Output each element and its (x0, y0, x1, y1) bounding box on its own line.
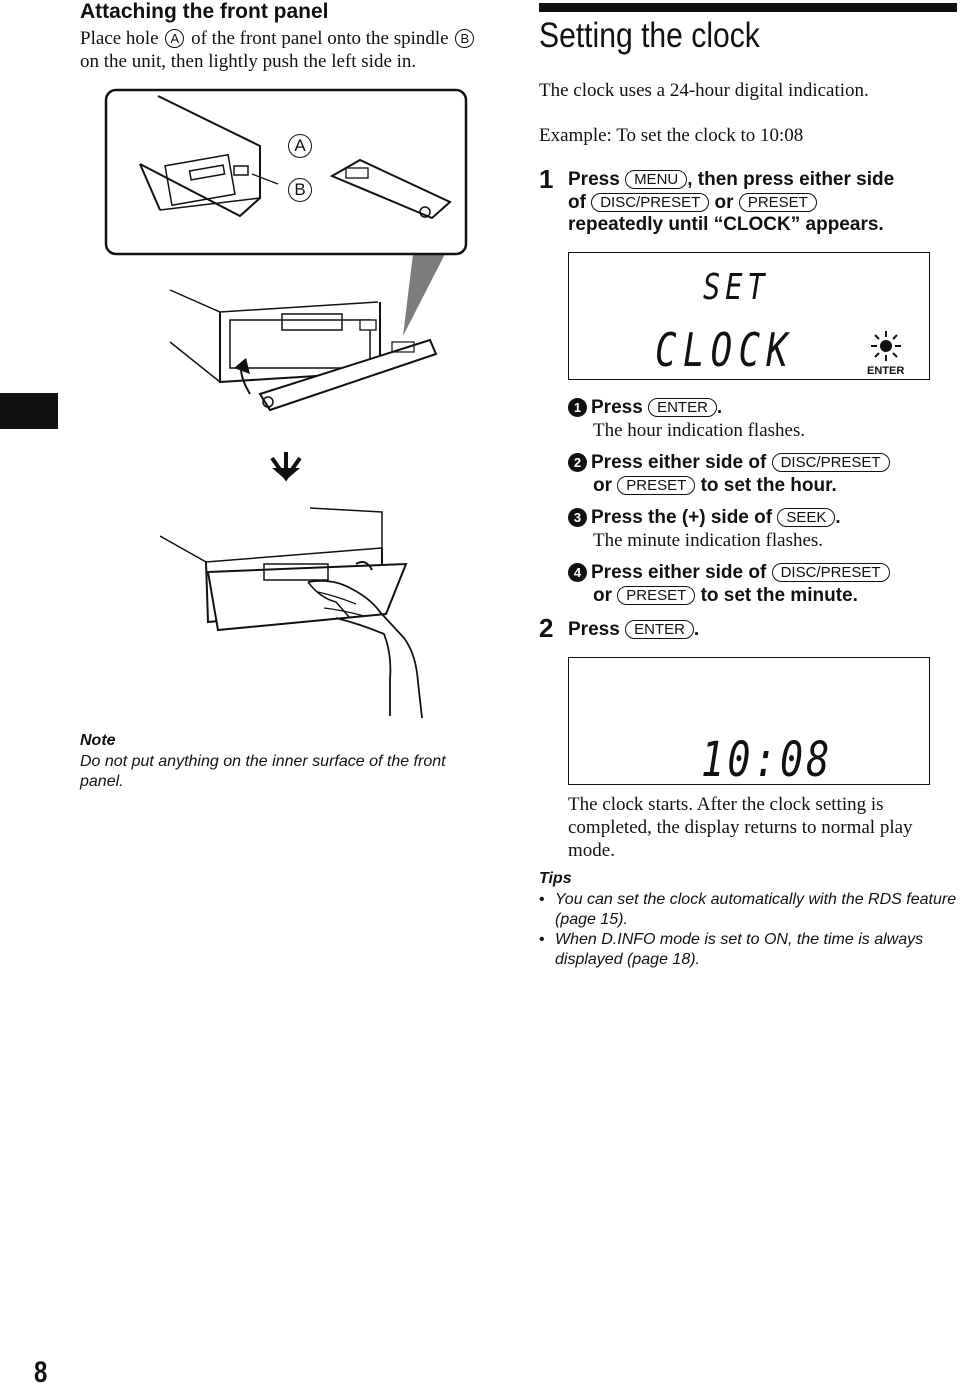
intro-text-3: on the unit, then lightly push the left side in. (80, 51, 417, 72)
step-2-end: . (693, 619, 700, 640)
enter-indicator-label: ENTER (867, 365, 905, 377)
step-1-of: of (568, 191, 586, 213)
step-1-then: , then press either side (687, 169, 895, 190)
clock-intro: The clock uses a 24-hour digital indication. (539, 80, 869, 101)
tips-title: Tips (539, 870, 572, 887)
menu-key: MENU (625, 170, 687, 189)
front-panel-instructions (80, 27, 500, 73)
substep-3-number: 3 (568, 508, 587, 527)
step-1 (568, 169, 958, 237)
step-2 (568, 619, 699, 642)
substep-1-note: The hour indication flashes. (593, 419, 806, 441)
step-1-until: repeatedly until “CLOCK” appears. (568, 214, 884, 235)
substep-4-text-b: to set the minute. (700, 584, 858, 606)
substep-3-text-a: Press the (+) side of (591, 507, 773, 528)
preset-key: PRESET (739, 193, 817, 212)
page-title: Setting the clock (539, 16, 760, 55)
step-2-press: Press (568, 619, 620, 640)
intro-text-2: of the front panel onto the spindle (191, 28, 449, 49)
substep-1-end: . (716, 397, 723, 418)
disc-preset-key: DISC/PRESET (772, 563, 890, 582)
substep-2-text-a: Press either side of (591, 452, 767, 473)
substep-4-number: 4 (568, 563, 587, 582)
step-2-number: 2 (539, 613, 554, 643)
intro-text-1: Place hole (80, 28, 159, 49)
lcd-time: 10:08 (701, 732, 833, 788)
substep-1 (568, 397, 958, 442)
page-number: 8 (34, 1356, 48, 1389)
lcd-line-clock: CLOCK (655, 323, 795, 377)
substep-2 (568, 452, 958, 497)
section-tab-marker (0, 393, 58, 429)
enter-indicator-icon (869, 329, 903, 363)
substep-1-press: Press (591, 397, 643, 418)
substep-2-text-b: to set the hour. (700, 474, 837, 496)
step-1-press: Press (568, 169, 620, 190)
seek-key: SEEK (777, 508, 835, 527)
tip-item: • You can set the clock automatically with the RDS feature (page 15). (539, 890, 959, 930)
lcd-display-time (568, 657, 930, 788)
substep-1-number: 1 (568, 398, 587, 417)
mark-a: A (165, 29, 184, 48)
preset-key: PRESET (617, 586, 695, 605)
substep-2-number: 2 (568, 453, 587, 472)
section-heading-front-panel: Attaching the front panel (80, 0, 329, 23)
tips-list (539, 890, 959, 970)
step-1-or: or (714, 191, 734, 213)
title-bar (539, 3, 957, 12)
tip-item: • When D.INFO mode is set to ON, the time is always displayed (page 18). (539, 930, 959, 970)
mark-b: B (455, 29, 474, 48)
disc-preset-key: DISC/PRESET (772, 453, 890, 472)
preset-key: PRESET (617, 476, 695, 495)
clock-example: Example: To set the clock to 10:08 (539, 125, 804, 146)
callout-mark-b: B (288, 178, 312, 202)
substep-3 (568, 507, 958, 552)
substep-3-end: . (835, 507, 841, 528)
substep-4-or: or (593, 584, 612, 606)
substep-4 (568, 562, 958, 607)
enter-key: ENTER (648, 398, 717, 417)
note-title: Note (80, 732, 116, 749)
note-text: Do not put anything on the inner surface of the front panel. (80, 753, 446, 790)
substep-2-or: or (593, 474, 612, 496)
lcd-line-set: SET (703, 267, 770, 308)
clock-starts-text: The clock starts. After the clock setting is completed, the display returns to normal play mode. (568, 794, 913, 861)
callout-mark-a: A (288, 134, 312, 158)
substep-3-note: The minute indication flashes. (593, 529, 824, 551)
front-panel-attach-illustration (160, 282, 450, 722)
step-1-number: 1 (539, 164, 554, 194)
enter-key: ENTER (625, 620, 694, 639)
lcd-display-set-clock (568, 252, 930, 380)
substep-4-text-a: Press either side of (591, 562, 767, 583)
disc-preset-key: DISC/PRESET (591, 193, 709, 212)
